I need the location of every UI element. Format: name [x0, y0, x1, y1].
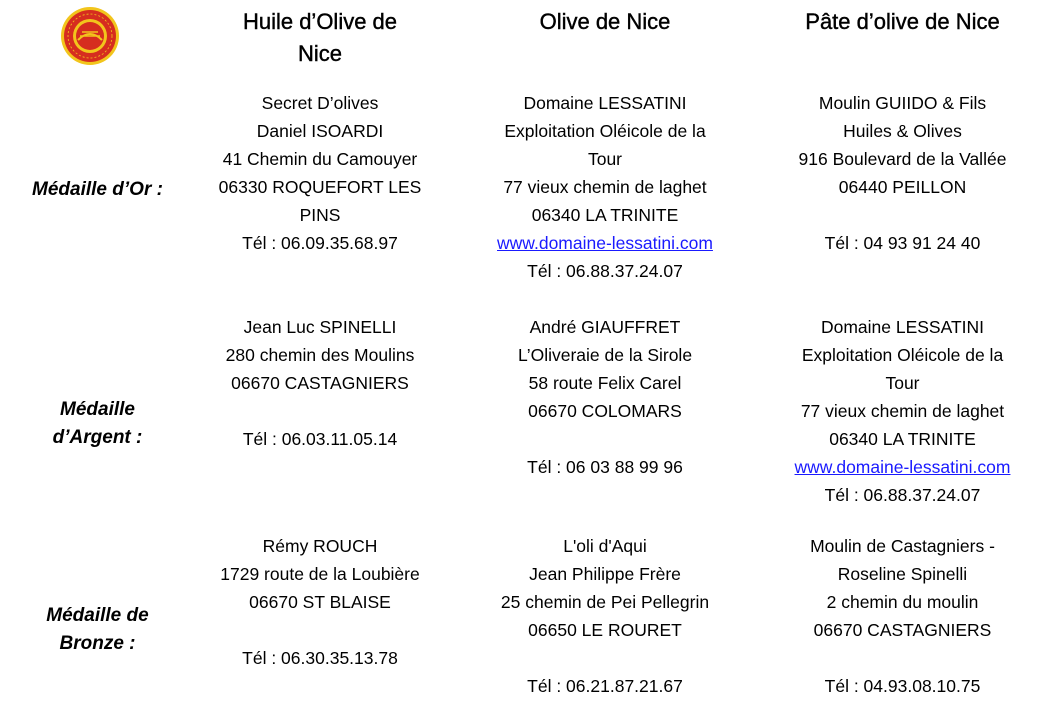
cell-line: 06670 ST BLAISE [249, 592, 391, 612]
row-label-bronze: Médaille de Bronze : [46, 605, 149, 654]
cell-line: 06670 CASTAGNIERS [813, 620, 992, 640]
aop-seal-logo [60, 6, 120, 66]
cell-line: Secret D’olives [261, 93, 379, 113]
cell-line: 06440 PEILLON [838, 177, 967, 197]
cell-line: Rémy ROUCH [262, 536, 378, 556]
cell-line: PINS [299, 205, 341, 225]
cell-line: 280 chemin des Moulins [225, 345, 415, 365]
blank-line [760, 644, 1045, 672]
cell-line: Tour [587, 149, 623, 169]
cell-line: 06340 LA TRINITE [829, 429, 976, 449]
cell-line: Roseline Spinelli [837, 564, 968, 584]
cell-line: 77 vieux chemin de laghet [503, 177, 707, 197]
cell-line: 77 vieux chemin de laghet [800, 401, 1005, 421]
cell-line: Exploitation Oléicole de la [801, 345, 1004, 365]
cell-line: 2 chemin du moulin [826, 592, 979, 612]
cell-line: L'oli d'Aqui [563, 536, 647, 556]
cell-line: Tél : 06.09.35.68.97 [242, 233, 398, 253]
cell-line: 06340 LA TRINITE [531, 205, 679, 225]
cell-line: 25 chemin de Pei Pellegrin [500, 592, 710, 612]
cell-line: Domaine LESSATINI [523, 93, 687, 113]
cell-argent-pate [760, 313, 1045, 509]
cell-line: 06670 COLOMARS [528, 401, 682, 421]
cell-line: Moulin de Castagniers - [810, 536, 995, 556]
cell-bronze-olive [460, 532, 750, 700]
cell-or-olive [460, 89, 750, 285]
column-header-huile: Huile d’Olive de Nice [242, 9, 398, 66]
cell-line: Domaine LESSATINI [820, 317, 985, 337]
cell-line: Tél : 06.88.37.24.07 [527, 261, 683, 281]
cell-line: Daniel ISOARDI [256, 121, 384, 141]
cell-line: Exploitation Oléicole de la [504, 121, 706, 141]
cell-line: 06650 LE ROURET [528, 620, 682, 640]
cell-line: Tél : 06.88.37.24.07 [824, 485, 981, 505]
cell-line: Huiles & Olives [843, 121, 962, 141]
cell-line: Tél : 04.93.08.10.75 [824, 676, 981, 696]
blank-line [460, 425, 750, 453]
cell-or-huile [195, 89, 445, 257]
cell-line: 58 route Felix Carel [528, 373, 682, 393]
cell-line: 06330 ROQUEFORT LES [218, 177, 422, 197]
cell-line: Moulin GUIIDO & Fils [818, 93, 987, 113]
cell-line: Tél : 06.30.35.13.78 [242, 648, 398, 668]
blank-line [195, 397, 445, 425]
cell-line: Tél : 06.21.87.21.67 [527, 676, 683, 696]
cell-line: L’Oliveraie de la Sirole [517, 345, 693, 365]
blank-line [195, 616, 445, 644]
cell-line: Tél : 04 93 91 24 40 [824, 233, 981, 253]
cell-or-pate [760, 89, 1045, 257]
column-header-pate: Pâte d’olive de Nice [805, 9, 1000, 34]
cell-argent-huile [195, 313, 445, 453]
row-label-argent: Médaille d’Argent : [52, 399, 143, 448]
cell-line: 06670 CASTAGNIERS [231, 373, 409, 393]
row-label-or: Médaille d’Or : [32, 179, 163, 200]
cell-line: 916 Boulevard de la Vallée [798, 149, 1007, 169]
cell-line: Tél : 06 03 88 99 96 [527, 457, 683, 477]
blank-line [760, 201, 1045, 229]
cell-line: Jean Philippe Frère [529, 564, 681, 584]
column-header-olive: Olive de Nice [539, 9, 671, 34]
cell-bronze-pate [760, 532, 1045, 700]
blank-line [460, 644, 750, 672]
cell-line: 41 Chemin du Camouyer [222, 149, 418, 169]
cell-bronze-huile [195, 532, 445, 672]
cell-line: Tél : 06.03.11.05.14 [242, 429, 398, 449]
cell-line: Jean Luc SPINELLI [243, 317, 397, 337]
website-link[interactable]: www.domaine-lessatini.com [794, 457, 1011, 477]
cell-line: 1729 route de la Loubière [220, 564, 420, 584]
cell-line: Tour [885, 373, 920, 393]
cell-line: André GIAUFFRET [529, 317, 681, 337]
cell-argent-olive [460, 313, 750, 481]
website-link[interactable]: www.domaine-lessatini.com [497, 233, 713, 253]
